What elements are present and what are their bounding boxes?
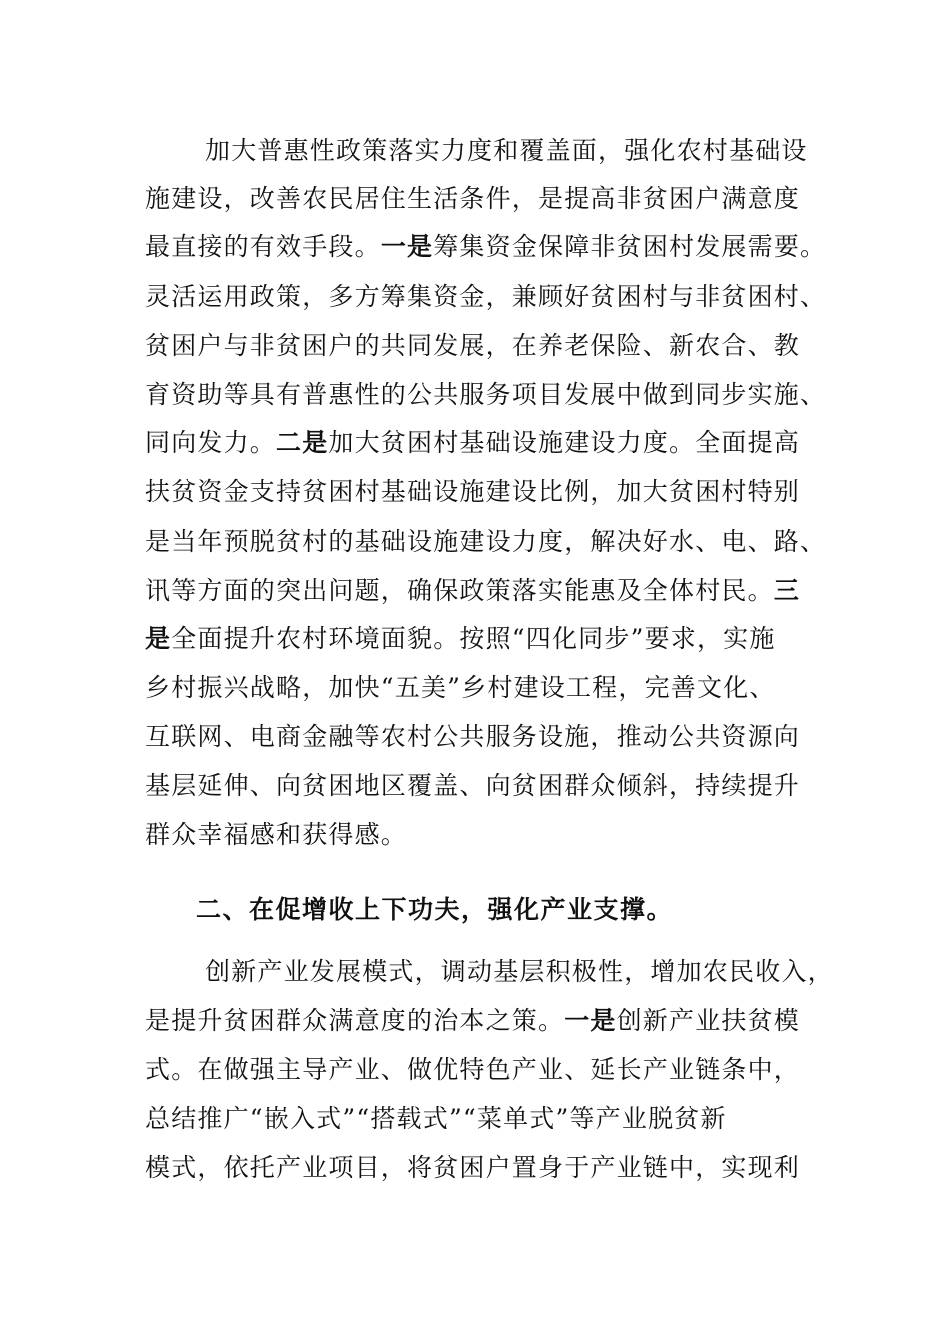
text-run: 最直接的有效手段。: [145, 232, 381, 261]
text-line: 育资助等具有普惠性的公共服务项目发展中做到同步实施、: [145, 380, 827, 409]
text-run: 是提升贫困群众满意度的治本之策。: [145, 1006, 565, 1035]
text-line: 互联网、电商金融等农村公共服务设施，推动公共资源向: [145, 722, 801, 751]
text-line: 扶贫资金支持贫困村基础设施建设比例，加大贫困村特别: [145, 477, 801, 506]
text-run: 讯等方面的突出问题，确保政策落实能惠及全体村民。: [145, 576, 774, 605]
emphasis-marker: 三: [773, 576, 801, 605]
text-line: 贫困户与非贫困户的共同发展，在养老保险、新农合、教: [145, 331, 801, 360]
text-line: [145, 1004, 800, 1038]
text-line: 加大普惠性政策落实力度和覆盖面，强化农村基础设: [205, 136, 808, 165]
text-line: 创新产业发展模式，调动基层积极性，增加农民收入，: [205, 957, 834, 986]
text-line: 总结推广“嵌入式”“搭载式”“菜单式”等产业脱贫新: [145, 1104, 727, 1133]
text-line: 模式，依托产业项目，将贫困户置身于产业链中，实现利: [145, 1153, 801, 1182]
text-run: 筹集资金保障非贫困村发展需要。: [433, 232, 827, 261]
emphasis-marker: 是: [145, 624, 172, 653]
text-line: 群众幸福感和获得感。: [145, 820, 408, 849]
text-line: 乡村振兴战略，加快“五美”乡村建设工程，完善文化、: [145, 673, 776, 702]
text-line: [145, 426, 800, 460]
text-run: 同向发力。: [145, 428, 277, 457]
text-line: 是当年预脱贫村的基础设施建设力度，解决好水、电、路、: [145, 527, 827, 556]
text-run: 加大贫困村基础设施建设力度。全面提高: [328, 428, 801, 457]
emphasis-marker: 一是: [564, 1006, 617, 1035]
text-line: 施建设，改善农民居住生活条件，是提高非贫困户满意度: [145, 184, 801, 213]
emphasis-marker: 一是: [380, 232, 434, 261]
text-run: 全面提升农村环境面貌。按照“四化同步”要求，实施: [171, 624, 776, 653]
text-line: 式。在做强主导产业、做优特色产业、延长产业链条中，: [145, 1055, 801, 1084]
text-line: [145, 230, 826, 264]
text-line: [145, 622, 776, 656]
text-run: 创新产业扶贫模: [616, 1006, 801, 1035]
text-line: [145, 574, 800, 608]
section-heading: 二、在促增收上下功夫，强化产业支撑。: [196, 895, 674, 924]
text-line: 基层延伸、向贫困地区覆盖、向贫困群众倾斜，持续提升: [145, 771, 801, 800]
emphasis-marker: 二是: [276, 428, 329, 457]
text-line: 灵活运用政策，多方筹集资金，兼顾好贫困村与非贫困村、: [145, 282, 827, 311]
